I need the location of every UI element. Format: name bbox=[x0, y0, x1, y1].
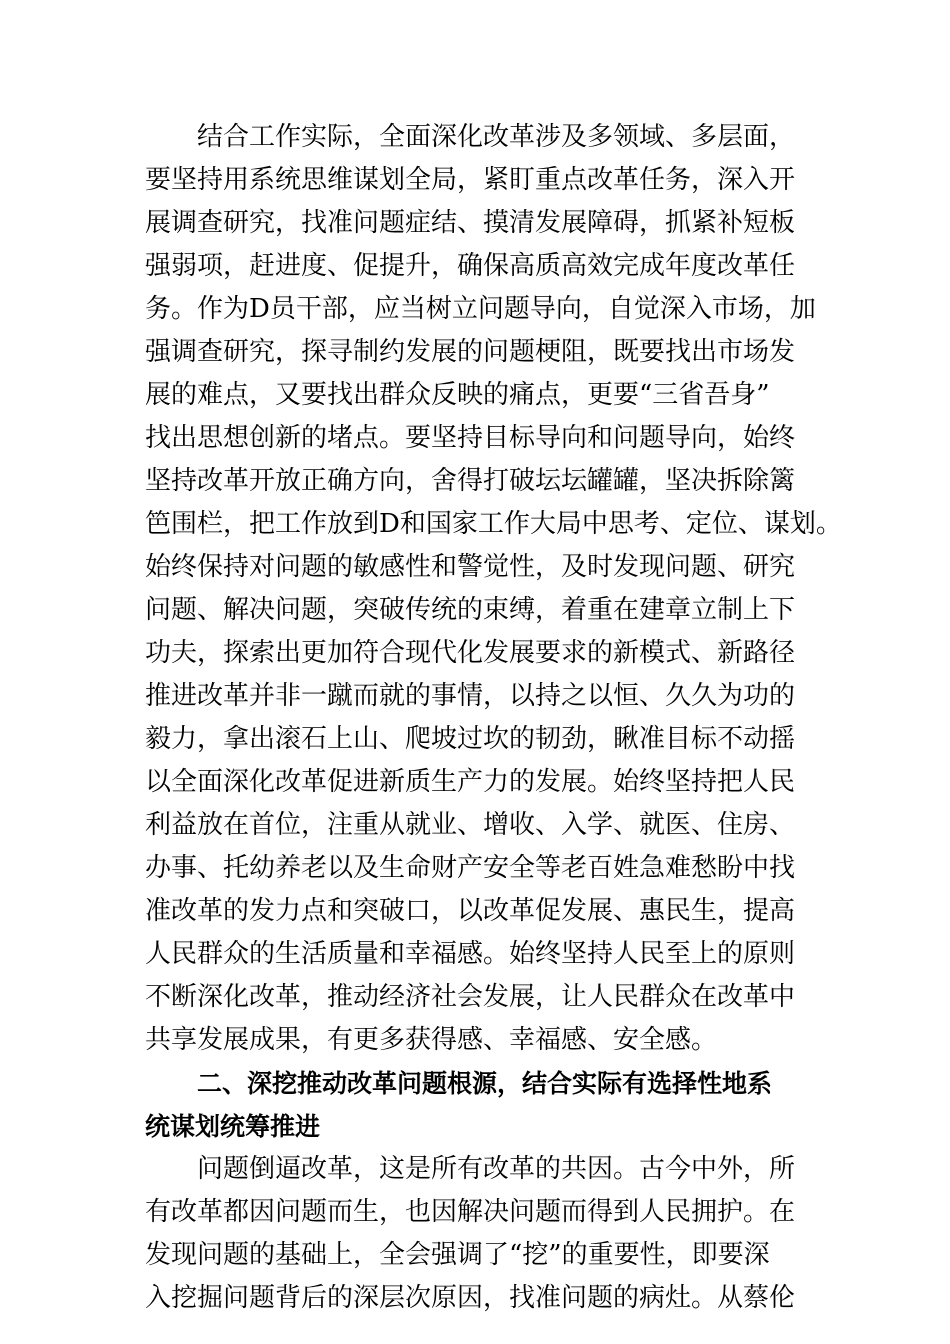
paragraph-1 bbox=[145, 116, 842, 1062]
text-line: 展的难点，又要找出群众反映的痛点，更要“三省吾身” bbox=[145, 380, 770, 410]
text-line: 入挖掘问题背后的深层次原因，找准问题的病灶。从蔡伦 bbox=[145, 1283, 796, 1313]
text-line: 不断深化改革，推动经济社会发展，让人民群众在改革中 bbox=[145, 982, 796, 1012]
text-line: 问题倒逼改革，这是所有改革的共因。古今中外，所 bbox=[197, 1154, 796, 1184]
text-line: 坚持改革开放正确方向，舍得打破坛坛罐罐，坚决拆除篱 bbox=[145, 466, 796, 496]
text-line: 结合工作实际，全面深化改革涉及多领域、多层面， bbox=[197, 122, 796, 152]
text-line: 办事、托幼养老以及生命财产安全等老百姓急难愁盼中找 bbox=[145, 853, 796, 883]
text-line: 有改革都因问题而生，也因解决问题而得到人民拥护。在 bbox=[145, 1197, 796, 1227]
text-line: 共享发展成果，有更多获得感、幸福感、安全感。 bbox=[145, 1025, 718, 1055]
text-line: 展调查研究，找准问题症结、摸清发展障碍，抓紧补短板 bbox=[145, 208, 796, 238]
section-heading-2 bbox=[145, 1062, 835, 1148]
text-line: 要坚持用系统思维谋划全局，紧盯重点改革任务，深入开 bbox=[145, 165, 796, 195]
text-line: 强弱项，赶进度、促提升，确保高质高效完成年度改革任 bbox=[145, 251, 796, 281]
paragraph-2 bbox=[145, 1148, 835, 1320]
text-line: 毅力，拿出滚石上山、爬坡过坎的韧劲，瞅准目标不动摇 bbox=[145, 724, 796, 754]
text-line: 准改革的发力点和突破口，以改革促发展、惠民生，提高 bbox=[145, 896, 796, 926]
text-line: 务。作为D员干部，应当树立问题导向，自觉深入市场，加 bbox=[145, 294, 816, 324]
text-line: 笆围栏，把工作放到D和国家工作大局中思考、定位、谋划。 bbox=[145, 509, 842, 539]
text-line: 始终保持对问题的敏感性和警觉性，及时发现问题、研究 bbox=[145, 552, 796, 582]
text-line: 问题、解决问题，突破传统的束缚，着重在建章立制上下 bbox=[145, 595, 796, 625]
text-line: 找出思想创新的堵点。要坚持目标导向和问题导向，始终 bbox=[145, 423, 796, 453]
text-line: 以全面深化改革促进新质生产力的发展。始终坚持把人民 bbox=[145, 767, 796, 797]
text-line: 发现问题的基础上，全会强调了“挖”的重要性，即要深 bbox=[145, 1240, 770, 1270]
heading-line: 统谋划统筹推进 bbox=[145, 1112, 321, 1141]
text-line: 强调查研究，探寻制约发展的问题梗阻，既要找出市场发 bbox=[145, 337, 796, 367]
text-line: 推进改革并非一蹴而就的事情，以持之以恒、久久为功的 bbox=[145, 681, 796, 711]
text-line: 人民群众的生活质量和幸福感。始终坚持人民至上的原则 bbox=[145, 939, 796, 969]
heading-line: 二、深挖推动改革问题根源，结合实际有选择性地系 bbox=[197, 1069, 773, 1098]
text-line: 利益放在首位，注重从就业、增收、入学、就医、住房、 bbox=[145, 810, 796, 840]
text-line: 功夫，探索出更加符合现代化发展要求的新模式、新路径 bbox=[145, 638, 796, 668]
